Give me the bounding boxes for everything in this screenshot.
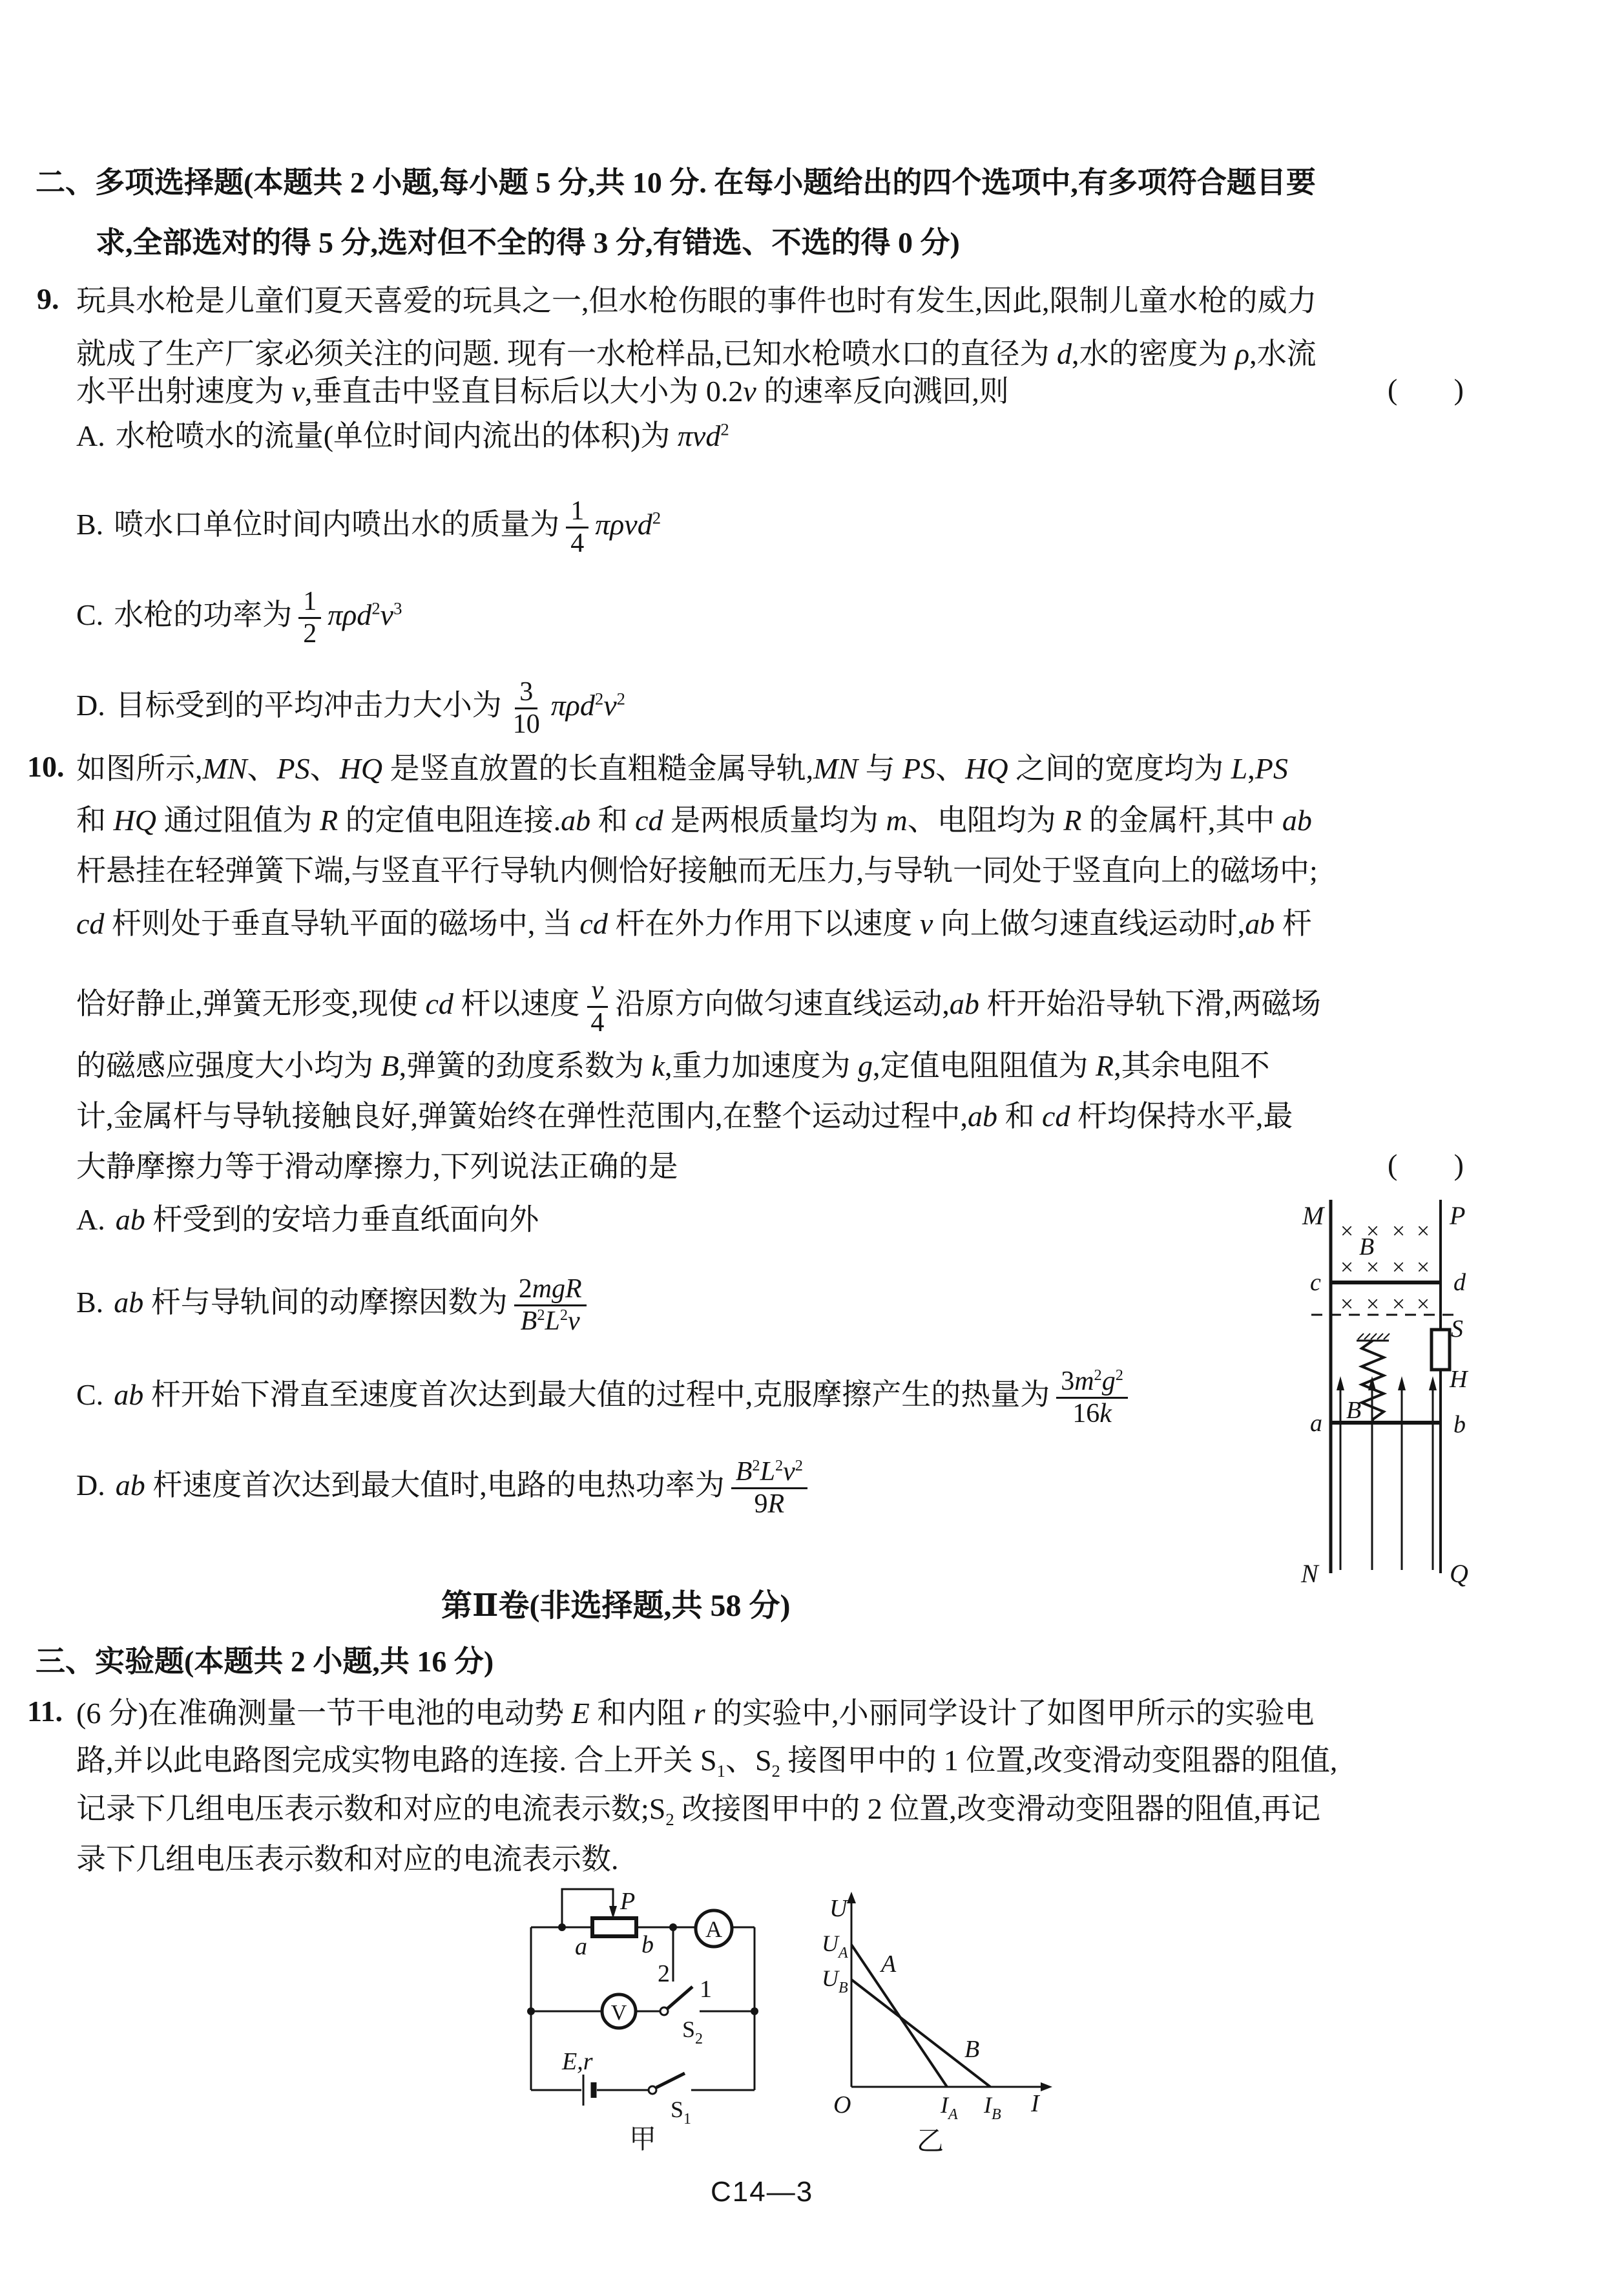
paren-close: ) — [1453, 373, 1464, 406]
q11-line4: 录下几组电压表示数和对应的电流表示数. — [76, 1843, 619, 1876]
q10-option-a-label: A. — [76, 1203, 105, 1236]
ia-letter: I — [941, 2092, 948, 2118]
q10-option-c-text: ab 杆开始下滑直至速度首次达到最大值的过程中,克服摩擦产生的热量为 $\frac{3m^2g^2}{16k}$ — [114, 1378, 1134, 1411]
label-S: S — [1451, 1315, 1463, 1343]
label-P-slider: P — [620, 1888, 636, 1915]
q10-line2: 和 HQ 通过阻值为 R 的定值电阻连接.ab 和 cd 是两根质量均为 m、电阻均为 R 的金属杆,其中 ab — [76, 804, 1312, 837]
i-axis-label: I — [1031, 2090, 1039, 2117]
q10-line4: cd 杆则处于垂直导轨平面的磁场中, 当 cd 杆在外力作用下以速度 v 向上做匀速直线运动时,ab 杆 — [76, 907, 1312, 940]
q10-option-b-label: B. — [76, 1286, 104, 1319]
u-axis-label: U — [829, 1895, 848, 1922]
q9-line2: 就成了生产厂家必须关注的问题. 现有一水枪样品,已知水枪喷水口的直径为 d,水的密度为 ρ,水流 — [76, 337, 1317, 370]
s1-letter: S — [671, 2097, 684, 2122]
IB-intercept-label — [983, 2092, 1001, 2123]
voltmeter-label: V — [610, 2001, 627, 2025]
switch-s1-lever — [656, 2073, 685, 2087]
label-N: N — [1301, 1559, 1318, 1588]
q9-option-c — [76, 587, 402, 649]
i-axis-arrow-icon — [1041, 2082, 1052, 2091]
q10-option-d-text: ab 杆速度首次达到最大值时,电路的电热功率为 $\frac{B^2L^2v^2}{9R}$ — [116, 1469, 814, 1501]
label-c: c — [1310, 1269, 1321, 1296]
junction-dot — [751, 2007, 758, 2015]
battery-label: E,r — [562, 2048, 593, 2075]
ub-letter: U — [822, 1965, 838, 1991]
u-axis-arrow-icon — [847, 1892, 856, 1903]
ua-sub: A — [838, 1945, 848, 1961]
q11-circuit-figure — [517, 1870, 775, 2155]
q9-option-b — [76, 496, 661, 559]
label-a-terminal: a — [575, 1933, 587, 1960]
ib-sub: B — [992, 2106, 1001, 2123]
q9-option-d — [76, 677, 625, 740]
paren-close: ) — [1453, 1148, 1464, 1181]
label-B-top-field: B — [1359, 1233, 1375, 1261]
switch-s2-pivot — [660, 2007, 668, 2015]
q9-number: 9. — [37, 282, 59, 315]
label-b-terminal: b — [641, 1931, 654, 1958]
q10-option-a — [76, 1200, 539, 1239]
q10-option-a-text: ab 杆受到的安培力垂直纸面向外 — [115, 1203, 539, 1236]
s1-sub: 1 — [683, 2111, 692, 2128]
q10-number: 10. — [27, 750, 65, 783]
section2-heading-line2: 求,全部选对的得 5 分,选对但不全的得 3 分,有错选、不选的得 0 分) — [96, 226, 960, 259]
q10-line5: 恰好静止,弹簧无形变,现使 cd 杆以速度 $\frac{v}{4}$ 沿原方向做匀速直线运动,ab 杆开始沿导轨下滑,两磁场 — [76, 976, 1321, 1038]
switch-s1-pivot — [649, 2086, 656, 2094]
paren-open: ( — [1388, 373, 1398, 406]
q10-option-d — [76, 1457, 814, 1520]
switch-s2-label — [682, 2016, 703, 2047]
q9-option-c-text: 水枪的功率为 $\frac{1}{2}$ $\pi\rho d^2v^3$ — [114, 587, 402, 649]
figure-yi-caption: 乙 — [916, 2127, 944, 2157]
q9-option-a-label: A. — [76, 419, 105, 452]
cross-icon: × — [1366, 1218, 1380, 1244]
rheostat — [592, 1918, 636, 1936]
cross-icon: × — [1340, 1218, 1354, 1244]
q10-line1: 如图所示,MN、PS、HQ 是竖直放置的长直粗糙金属导轨,MN 与 PS、HQ 之间的宽度均为 L,PS — [76, 752, 1288, 785]
cross-icon: × — [1391, 1218, 1406, 1244]
q11-ui-graph-figure — [814, 1887, 1066, 2158]
cross-icon: × — [1366, 1291, 1380, 1317]
cross-icon: × — [1416, 1254, 1430, 1280]
label-P: P — [1450, 1201, 1466, 1230]
junction-dot — [558, 1923, 566, 1931]
resistor-R — [1431, 1330, 1450, 1370]
label-Q: Q — [1450, 1559, 1468, 1588]
q10-option-c — [76, 1366, 1134, 1429]
ia-sub: A — [948, 2106, 958, 2123]
section3-heading: 三、实验题(本题共 2 小题,共 16 分) — [36, 1645, 494, 1678]
ammeter-label: A — [705, 1916, 722, 1942]
line-B-label: B — [964, 2036, 980, 2063]
q11-line3: 记录下几组电压表示数和对应的电流表示数$;S_2$ 改接图甲中的 2 位置,改变滑动变阻器的阻值,再记 — [76, 1792, 1321, 1830]
label-d: d — [1453, 1269, 1466, 1296]
cross-icon: × — [1391, 1254, 1406, 1280]
q11-line1: (6 分)在准确测量一节干电池的电动势 E 和内阻 r 的实验中,小丽同学设计了如图甲所示的实验电 — [76, 1697, 1315, 1730]
s2-sub: 2 — [695, 2031, 703, 2047]
q10-rails-figure — [1292, 1192, 1499, 1596]
page-number: C14—3 — [711, 2176, 814, 2208]
q9-option-d-text: 目标受到的平均冲击力大小为 $\frac{3}{10}$ $\pi\rho d^2v^2$ — [115, 677, 625, 740]
label-b: b — [1453, 1411, 1466, 1438]
q10-answer-paren — [1388, 1147, 1464, 1182]
line-A-label: A — [881, 1951, 897, 1978]
q10-option-b-text: ab 杆与导轨间的动摩擦因数为 $\frac{\text{2mgR}}{B^2L^2v}$ — [114, 1286, 593, 1319]
q9-option-a — [76, 417, 729, 455]
cross-icon: × — [1366, 1254, 1380, 1280]
q10-line7: 计,金属杆与导轨接触良好,弹簧始终在弹性范围内,在整个运动过程中,ab 和 cd 杆均保持水平,最 — [76, 1100, 1293, 1133]
q9-option-c-label: C. — [76, 598, 104, 632]
cross-icon: × — [1416, 1291, 1430, 1317]
label-position-1: 1 — [700, 1976, 712, 2003]
q11-line2: 路,并以此电路图完成实物电路的连接. 合上开关 $S_1$、$S_2$ 接图甲中的 1 位置,改变滑动变阻器的阻值, — [76, 1744, 1338, 1781]
line-B — [851, 1980, 990, 2087]
cross-icon: × — [1416, 1218, 1430, 1244]
origin-label: O — [833, 2091, 851, 2118]
label-H: H — [1450, 1366, 1468, 1393]
field-into-page-crosses — [1340, 1218, 1430, 1317]
ib-letter: I — [984, 2092, 992, 2118]
cross-icon: × — [1340, 1291, 1354, 1317]
label-M: M — [1302, 1201, 1324, 1230]
q10-line3: 杆悬挂在轻弹簧下端,与竖直平行导轨内侧恰好接触而无压力,与导轨一同处于竖直向上的磁场中; — [76, 854, 1318, 887]
q10-line8: 大静摩擦力等于滑动摩擦力,下列说法正确的是 — [76, 1150, 678, 1183]
q11-number: 11. — [27, 1695, 63, 1728]
figure-jia-caption: 甲 — [629, 2125, 657, 2155]
UA-intercept-label — [822, 1930, 848, 1961]
switch-s2-lever — [667, 1987, 692, 2009]
cross-icon: × — [1340, 1254, 1354, 1280]
paren-open: ( — [1388, 1148, 1398, 1181]
q9-option-b-label: B. — [76, 508, 104, 541]
q9-answer-paren — [1388, 372, 1464, 406]
q9-option-d-label: D. — [76, 689, 105, 722]
cross-icon: × — [1391, 1291, 1406, 1317]
q10-option-c-label: C. — [76, 1378, 104, 1412]
q10-option-d-label: D. — [76, 1469, 105, 1502]
q9-option-b-text: 喷水口单位时间内喷出水的质量为 $\frac{1}{4}$ πρvd$^2$ — [114, 496, 661, 559]
q10-option-b — [76, 1274, 593, 1337]
s2-letter: S — [682, 2016, 696, 2042]
label-position-2: 2 — [658, 1960, 670, 1987]
switch-s1-label — [671, 2097, 691, 2128]
q9-option-a-text: 水枪喷水的流量(单位时间内流出的体积)为 πvd$^2$ — [115, 419, 729, 452]
IA-intercept-label — [940, 2092, 958, 2123]
q9-line3: 水平出射速度为 v,垂直击中竖直目标后以大小为 0.2v 的速率反向溅回,则 — [76, 375, 1009, 408]
q10-line6: 的磁感应强度大小均为 B,弹簧的劲度系数为 k,重力加速度为 g,定值电阻阻值为 R,其余电阻不 — [76, 1049, 1270, 1082]
label-a: a — [1310, 1410, 1322, 1437]
section2-heading-line1: 二、多项选择题(本题共 2 小题,每小题 5 分,共 10 分. 在每小题给出的四个选项中,有多项符合题目要 — [36, 166, 1316, 199]
UB-intercept-label — [822, 1965, 848, 1996]
label-B-bottom-field: B — [1346, 1397, 1362, 1424]
ub-sub: B — [838, 1980, 848, 1996]
ua-letter: U — [822, 1930, 838, 1956]
part2-heading: 第Ⅱ卷(非选择题,共 58 分) — [441, 1589, 791, 1623]
q9-line1: 玩具水枪是儿童们夏天喜爱的玩具之一,但水枪伤眼的事件也时有发生,因此,限制儿童水枪的威力 — [76, 284, 1317, 317]
